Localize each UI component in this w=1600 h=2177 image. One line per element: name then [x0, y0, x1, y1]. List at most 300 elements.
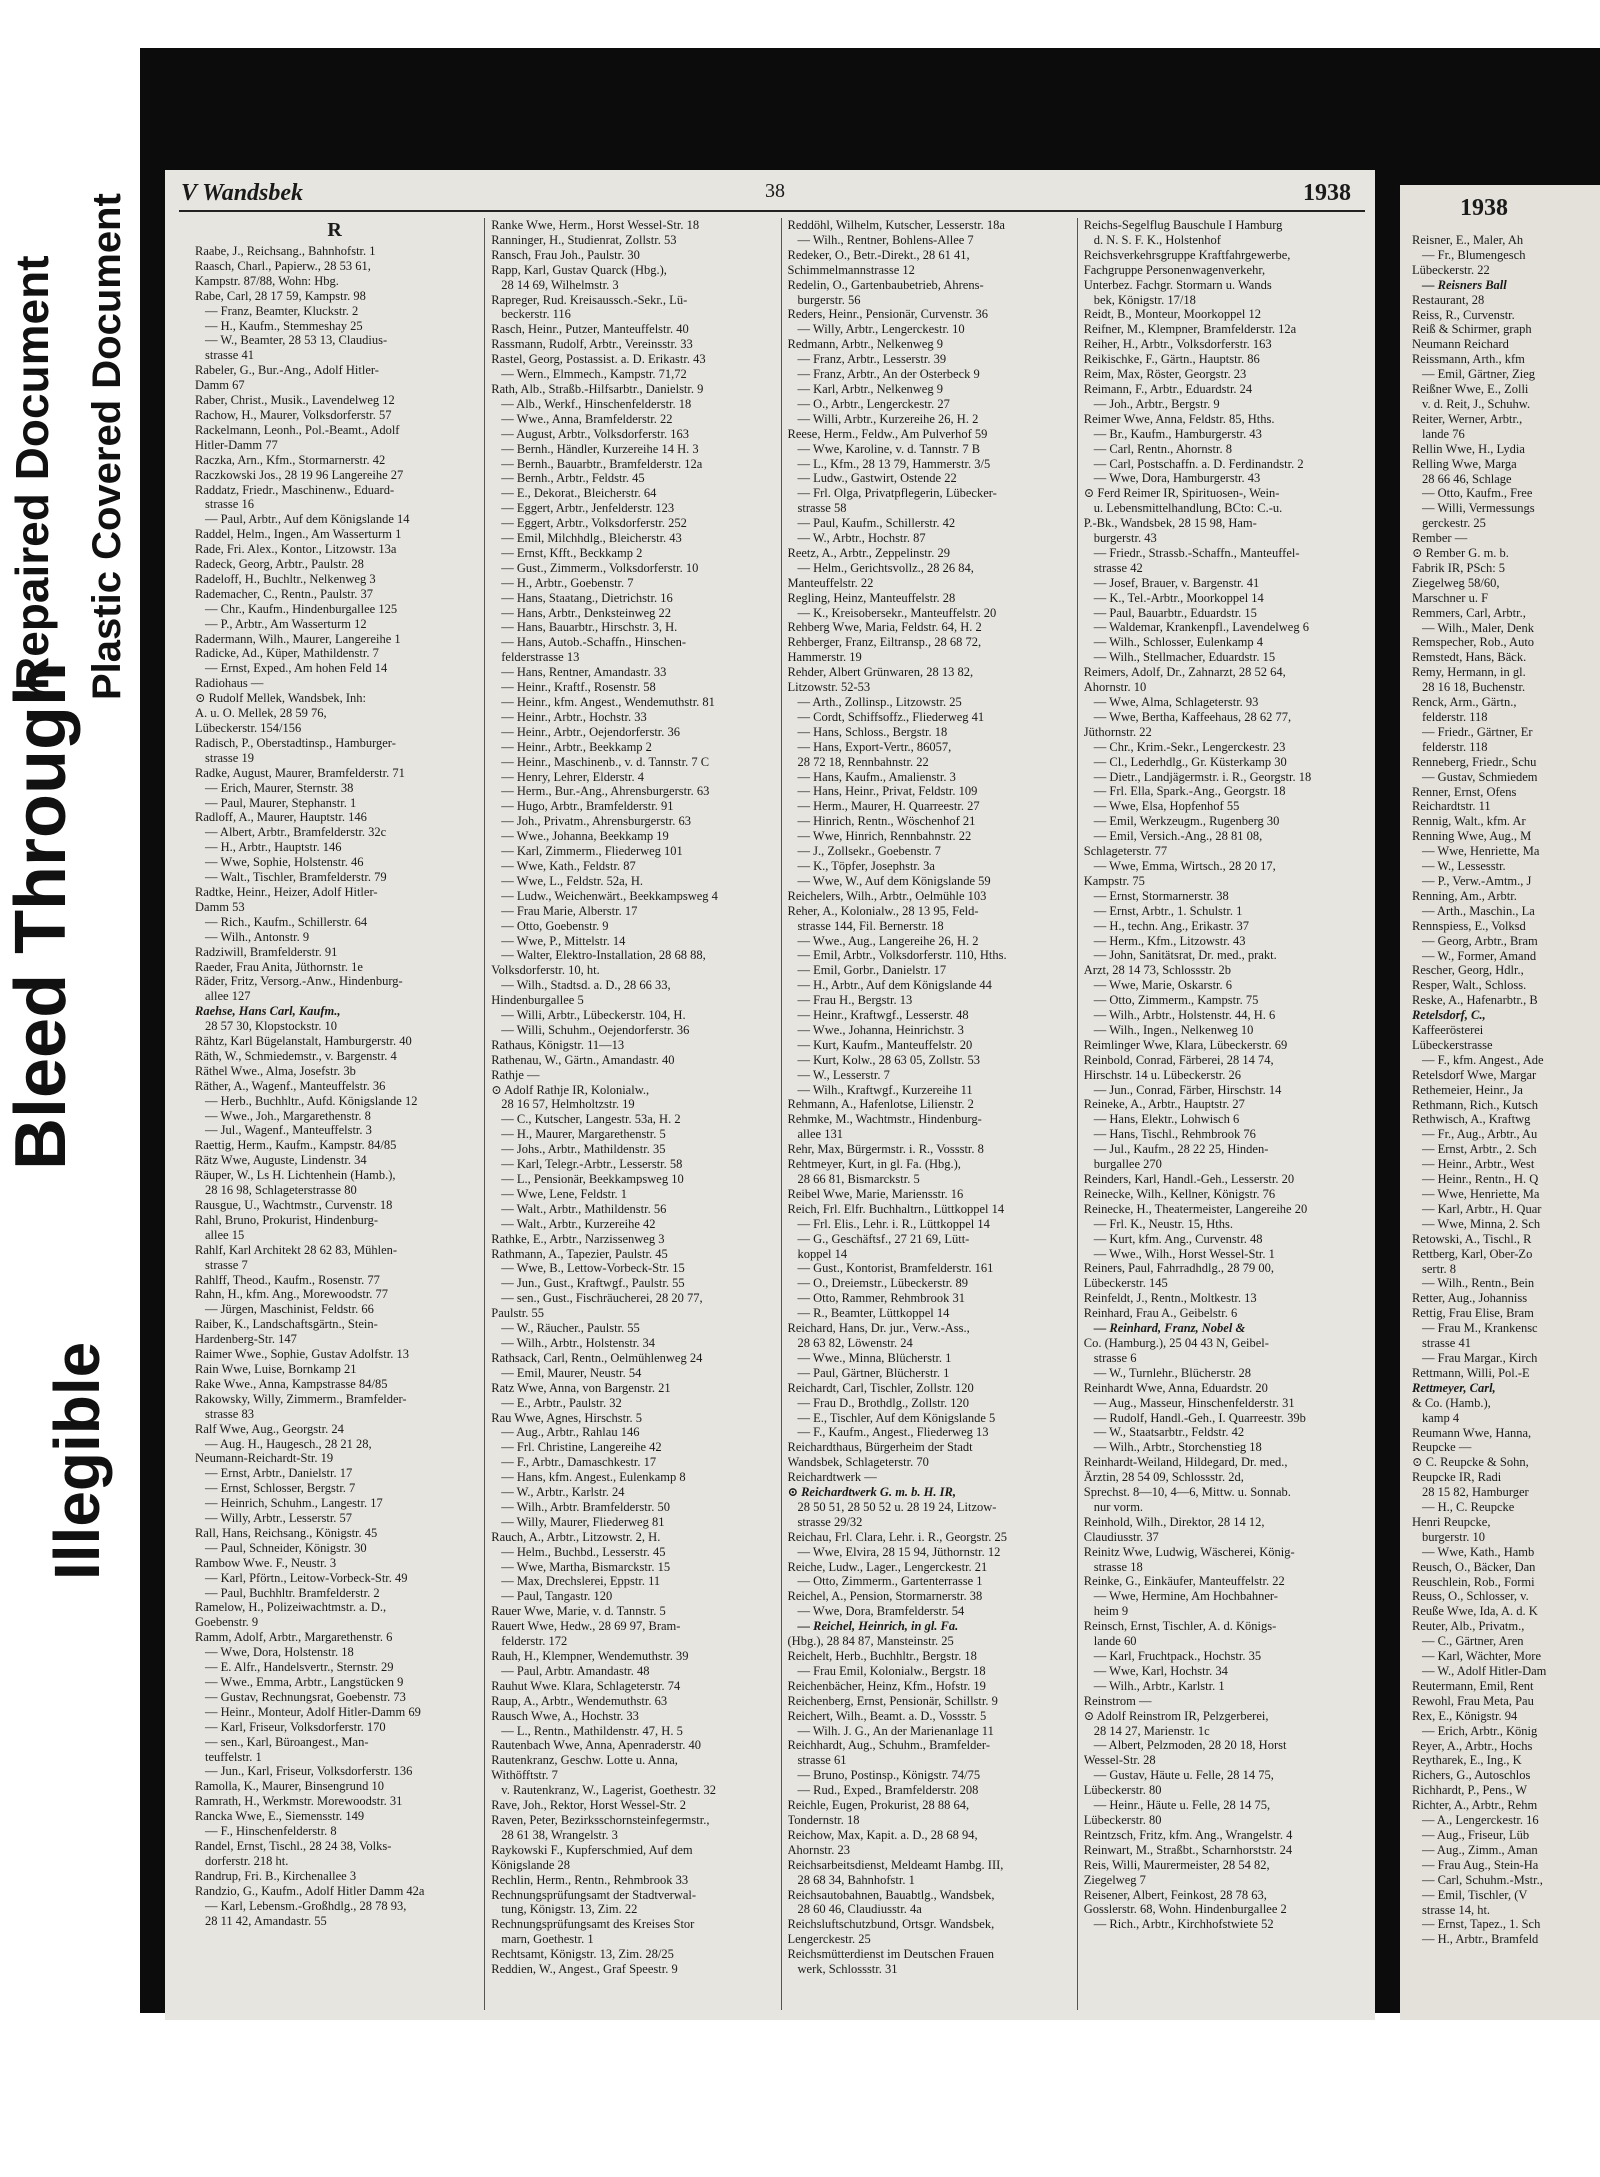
directory-entry: Raven, Peter, Bezirksschornsteinfegermstr.,	[491, 1812, 710, 1827]
directory-entry: — Wwe., Anna, Bramfelderstr. 22	[501, 411, 673, 426]
directory-entry: Rellin Wwe, H., Lydia	[1412, 441, 1525, 456]
directory-entry: Redmann, Arbtr., Nelkenweg 9	[787, 337, 944, 352]
directory-entry: Rall, Hans, Reichsang., Königstr. 45	[195, 1525, 378, 1540]
directory-entry: — Frau Margar., Kirch	[1422, 1350, 1538, 1365]
page-header-left: V Wandsbek	[181, 180, 304, 206]
directory-entry: 28 57 30, Klopstockstr. 10	[205, 1019, 337, 1034]
directory-entry: — Ernst, Schlosser, Bergstr. 7	[205, 1481, 356, 1496]
directory-entry: — P., Verw.-Amtm., J	[1422, 873, 1532, 888]
directory-entry: — Helm., Gerichtsvollz., 28 26 84,	[797, 560, 974, 575]
directory-entry: strasse 19	[205, 750, 254, 765]
section-letter: R	[327, 219, 342, 241]
directory-entry: Rechlin, Herm., Rentn., Rehmbrook 33	[491, 1872, 689, 1887]
directory-entry: burgerstr. 43	[1093, 531, 1157, 546]
directory-entry: Ahornstr. 23	[787, 1842, 850, 1857]
directory-entry: strasse 61	[797, 1753, 847, 1768]
directory-entry: Renning Wwe, Aug., M	[1412, 829, 1532, 844]
directory-entry: — H., Maurer, Margarethenstr. 5	[501, 1127, 666, 1142]
directory-entry: — Willi, Arbtr., Kurzereihe 26, H. 2	[797, 411, 979, 426]
directory-entry: — Eggert, Arbtr., Jenfelderstr. 123	[501, 501, 675, 516]
directory-entry: Reinfeldt, J., Rentn., Moltkestr. 13	[1083, 1291, 1257, 1306]
directory-entry: Reske, A., Hafenarbtr., B	[1412, 993, 1538, 1008]
directory-page-left	[165, 170, 1375, 2020]
directory-entry: Radeloff, H., Buchltr., Nelkenweg 3	[195, 571, 376, 586]
directory-entry: Lübeckerstr. 145	[1083, 1276, 1168, 1291]
directory-entry: sertr. 8	[1422, 1261, 1457, 1276]
directory-entry: Reineke, A., Arbtr., Hauptstr. 27	[1083, 1097, 1245, 1112]
directory-entry: Richers, G., Autoschlos	[1412, 1768, 1531, 1783]
directory-entry: Reher, A., Kolonialw., 28 13 95, Feld-	[787, 903, 979, 918]
directory-entry: — Rich., Arbtr., Kirchhofstwiete 52	[1093, 1917, 1274, 1932]
directory-entry: — Hans, Elektr., Lohwisch 6	[1093, 1112, 1240, 1127]
directory-entry: — Ernst, Kfft., Beckkamp 2	[501, 545, 643, 560]
directory-entry: — Wwe, Henriette, Ma	[1422, 844, 1540, 859]
directory-entry: Rettmeyer, Carl,	[1412, 1380, 1496, 1395]
directory-entry: — Ernst, Arbtr., 2. Sch	[1422, 1142, 1537, 1157]
directory-entry: — Karl, Lebensm.-Großhdlg., 28 78 93,	[205, 1898, 407, 1913]
directory-entry: Lübeckerstrasse	[1412, 1037, 1493, 1052]
directory-entry: Reichenbächer, Heinz, Kfm., Hofstr. 19	[787, 1678, 986, 1693]
directory-entry: strasse 18	[1093, 1559, 1143, 1574]
directory-entry: Marschner u. F	[1412, 590, 1489, 605]
directory-entry: — Willy, Arbtr., Lesserstr. 57	[205, 1511, 353, 1526]
directory-entry: — Jul., Wagenf., Manteuffelstr. 3	[205, 1123, 372, 1138]
directory-entry: — Karl, Arbtr., H. Quar	[1422, 1201, 1542, 1216]
directory-entry: Reichel, A., Pension, Stormarnerstr. 38	[787, 1589, 983, 1604]
directory-entry: — Wwe., Minna, Blücherstr. 1	[797, 1350, 952, 1365]
directory-entry: bek, Königstr. 17/18	[1093, 292, 1196, 307]
directory-entry: 28 50 51, 28 50 52 u. 28 19 24, Litzow-	[797, 1499, 997, 1514]
directory-entry: Kampstr. 87/88, Wohn: Hbg.	[195, 273, 339, 288]
directory-entry: — Wilh., Rentn., Bein	[1422, 1276, 1535, 1291]
directory-entry: Rahl, Bruno, Prokurist, Hindenburg-	[195, 1212, 379, 1227]
directory-entry: Lübeckerstr. 22	[1412, 262, 1490, 277]
directory-entry: — Kurt, Kolw., 28 63 05, Zollstr. 53	[797, 1052, 981, 1067]
directory-entry: — K., Tel.-Arbtr., Moorkoppel 14	[1093, 590, 1264, 605]
directory-entry: — Gustav, Schmiedem	[1422, 769, 1538, 784]
directory-entry: — Emil, Gorbr., Danielstr. 17	[797, 963, 947, 978]
directory-entry: Reimer Wwe, Anna, Feldstr. 85, Hths.	[1083, 411, 1275, 426]
directory-entry: Rettig, Frau Elise, Bram	[1412, 1306, 1534, 1321]
right-page-year: 1938	[1460, 195, 1508, 221]
directory-entry: — Carl, Postschaffn. a. D. Ferdinandstr. 2	[1093, 456, 1304, 471]
directory-entry: Rehberger, Franz, Eiltransp., 28 68 72,	[787, 635, 982, 650]
plastic-covered-label: Plastic Covered Document	[85, 193, 129, 700]
directory-entry: Radeck, Georg, Arbtr., Paulstr. 28	[195, 557, 364, 572]
directory-entry: Ratz Wwe, Anna, von Bargenstr. 21	[491, 1380, 671, 1395]
directory-entry: Königslande 28	[491, 1857, 571, 1872]
directory-entry: Renck, Arm., Gärtn.,	[1412, 695, 1517, 710]
directory-entry: — Wwe, Kath., Hamb	[1422, 1544, 1535, 1559]
directory-entry: Reikischke, F., Gärtn., Hauptstr. 86	[1083, 352, 1260, 367]
directory-entry: — Ernst, Tapez., 1. Sch	[1422, 1917, 1541, 1932]
directory-entry: — Wwe, Karl, Hochstr. 34	[1093, 1663, 1228, 1678]
directory-entry: — Fr., Aug., Arbtr., Au	[1422, 1127, 1538, 1142]
directory-entry: Radiohaus —	[195, 676, 264, 691]
directory-entry: — Jun., Karl, Friseur, Volksdorferstr. 136	[205, 1764, 413, 1779]
directory-entry: Rechnungsprüfungsamt der Stadtverwal-	[491, 1887, 697, 1902]
directory-entry: — Hans, Staatang., Dietrichstr. 16	[501, 590, 673, 605]
directory-entry: — Franz, Beamter, Kluckstr. 2	[205, 303, 359, 318]
directory-entry: Richter, A., Arbtr., Rehm	[1412, 1798, 1538, 1813]
directory-entry: — L., Pensionär, Beekkampsweg 10	[501, 1172, 684, 1186]
directory-entry: — Erich, Maurer, Sternstr. 38	[205, 780, 354, 795]
directory-entry: 28 16 57, Helmholtzstr. 19	[501, 1097, 635, 1112]
directory-entry: — sen., Gust., Fischräucherei, 28 20 77,	[501, 1291, 703, 1306]
directory-entry: Rake Wwe., Anna, Kampstrasse 84/85	[195, 1376, 388, 1391]
directory-entry: — Wwe, Hinrich, Rennbahnstr. 22	[797, 829, 972, 844]
directory-entry: — Carl, Rentn., Ahornstr. 8	[1093, 441, 1232, 456]
directory-entry: Rember —	[1412, 531, 1468, 546]
directory-entry: Reichle, Eugen, Prokurist, 28 88 64,	[787, 1798, 970, 1813]
directory-entry: 28 66 81, Bismarckstr. 5	[797, 1172, 920, 1186]
directory-entry: Rapreger, Rud. Kreisaussch.-Sekr., Lü-	[491, 292, 688, 307]
directory-entry: gerckestr. 25	[1422, 516, 1486, 531]
directory-entry: — Wwe, Dora, Holstenstr. 18	[205, 1645, 354, 1660]
directory-entry: Withöfftstr. 7	[491, 1768, 558, 1783]
right-page-column	[1412, 233, 1600, 1947]
directory-entry: — A., Lengerckestr. 16	[1422, 1813, 1539, 1828]
directory-entry: — Heinr., kfm. Angest., Wendemuthstr. 81	[501, 695, 715, 709]
directory-entry: Radke, August, Maurer, Bramfelderstr. 71	[195, 765, 405, 780]
directory-entry: — Fr., Blumengesch	[1422, 247, 1526, 262]
directory-entry: tung, Königstr. 13, Zim. 22	[501, 1902, 638, 1917]
directory-entry: — Eggert, Arbtr., Volksdorferstr. 252	[501, 516, 687, 531]
directory-entry: Renning, Am., Arbtr.	[1412, 888, 1517, 903]
directory-entry: strasse 29/32	[797, 1514, 863, 1529]
directory-entry: — Ludw., Weichenwärt., Beekkampsweg 4	[501, 888, 718, 903]
directory-entry: Raeder, Frau Anita, Jüthornstr. 1e	[195, 959, 363, 974]
directory-entry: — Walter, Elektro-Installation, 28 68 88,	[501, 948, 706, 963]
directory-entry: — Willy, Maurer, Fliederweg 81	[501, 1514, 665, 1529]
directory-entry: Renneberg, Friedr., Schu	[1412, 754, 1537, 769]
directory-entry: Raehse, Hans Carl, Kaufm.,	[195, 1004, 341, 1019]
directory-entry: strasse 42	[1093, 560, 1143, 575]
directory-entry: — Bernh., Händler, Kurzereihe 14 H. 3	[501, 441, 699, 456]
directory-entry: 28 72 18, Rennbahnstr. 22	[797, 754, 929, 769]
directory-entry: Radicke, Ad., Küper, Mathildenstr. 7	[195, 646, 379, 661]
directory-entry: — Heinr., Arbtr., Oejendorferstr. 36	[501, 724, 681, 739]
directory-entry: — Arth., Zollinsp., Litzowstr. 25	[797, 695, 962, 709]
directory-entry: — Rudolf, Handl.-Geh., I. Quarreestr. 39b	[1093, 1410, 1306, 1425]
directory-entry: Reisener, Albert, Feinkost, 28 78 63,	[1083, 1887, 1267, 1902]
directory-entry: — Wilh., Ingen., Nelkenweg 10	[1093, 1022, 1254, 1037]
directory-entry: — F., Arbtr., Damaschkestr. 17	[501, 1455, 657, 1470]
directory-entry: Radloff, A., Maurer, Hauptstr. 146	[195, 810, 367, 825]
directory-entry: Rastel, Georg, Postassist. a. D. Erikastr. 43	[491, 352, 706, 367]
directory-entry: Rakowsky, Willy, Zimmerm., Bramfelder-	[195, 1391, 407, 1406]
directory-entry: Ramm, Adolf, Arbtr., Margarethenstr. 6	[195, 1630, 393, 1645]
directory-entry: Ärztin, 28 54 09, Schlossstr. 2d,	[1083, 1470, 1244, 1485]
directory-entry: — Wilh., Antonstr. 9	[205, 929, 310, 944]
directory-entry: — Frau D., Brothdlg., Zollstr. 120	[797, 1395, 970, 1410]
directory-entry: — Hans, Tischl., Rehmbrook 76	[1093, 1127, 1256, 1142]
directory-entry: Damm 67	[195, 378, 245, 393]
directory-entry: Reichardtstr. 11	[1412, 799, 1491, 814]
directory-entry: — Reichel, Heinrich, in gl. Fa.	[797, 1619, 959, 1634]
directory-entry: ⊙ Rember G. m. b.	[1412, 546, 1509, 561]
directory-entry: — Wwe, Dora, Bramfelderstr. 54	[797, 1604, 965, 1619]
directory-entry: 28 66 46, Schlage	[1422, 471, 1512, 486]
header-rule	[179, 210, 1365, 212]
directory-entry: strasse 6	[1093, 1350, 1137, 1365]
directory-entry: Ralf Wwe, Aug., Georgstr. 24	[195, 1421, 344, 1436]
directory-entry: — August, Arbtr., Volksdorferstr. 163	[501, 426, 689, 441]
directory-entry: Kaffeerösterei	[1412, 1023, 1484, 1038]
directory-entry: koppel 14	[797, 1246, 848, 1261]
directory-entry: — Franz, Arbtr., Lesserstr. 39	[797, 352, 947, 367]
directory-entry: Ramrath, H., Werkmstr. Morewoodstr. 31	[195, 1794, 403, 1809]
directory-entry: werk, Schlossstr. 31	[797, 1962, 898, 1977]
directory-entry: Rausgue, U., Wachtmstr., Curvenstr. 18	[195, 1198, 393, 1212]
directory-entry: Rackelmann, Leonh., Pol.-Beamt., Adolf	[195, 422, 400, 437]
directory-entry: felderstr. 118	[1422, 739, 1488, 754]
directory-entry: 28 14 69, Wilhelmstr. 3	[501, 277, 619, 292]
illegible-label: Illegible	[41, 1341, 113, 1580]
directory-entry: Rethwisch, A., Kraftwg	[1412, 1112, 1531, 1127]
directory-entry: — W., Staatsarbtr., Feldstr. 42	[1093, 1425, 1245, 1440]
directory-entry: Reiners, Paul, Fahrradhdlg., 28 79 00,	[1083, 1261, 1275, 1276]
directory-entry: Reißner Wwe, E., Zolli	[1412, 382, 1529, 397]
directory-entry: Rahn, H., kfm. Ang., Morewoodstr. 77	[195, 1287, 389, 1302]
directory-entry: — F., kfm. Angest., Ade	[1422, 1052, 1544, 1067]
directory-entry: Raiber, K., Landschaftsgärtn., Stein-	[195, 1317, 378, 1332]
directory-entry: Redelin, O., Gartenbaubetrieb, Ahrens-	[787, 277, 984, 292]
directory-column	[1077, 218, 1363, 2010]
directory-page-right	[1400, 185, 1600, 2020]
directory-entry: Resper, Walt., Schloss.	[1412, 978, 1527, 993]
directory-entry: — Wwe, Sophie, Holstenstr. 46	[205, 855, 364, 870]
directory-entry: — K., Töpfer, Josephstr. 3a	[797, 858, 935, 873]
directory-entry: — Wern., Elmmech., Kampstr. 71,72	[501, 367, 687, 382]
directory-entry: Rath, Alb., Straßb.-Hilfsarbtr., Danielstr. 9	[491, 381, 704, 396]
directory-entry: allee 131	[797, 1127, 843, 1142]
directory-entry: — Arth., Maschin., La	[1422, 903, 1535, 918]
directory-entry: Rathenau, W., Gärtn., Amandastr. 40	[491, 1052, 675, 1067]
directory-entry: Ziegelweg 58/60,	[1412, 575, 1500, 590]
directory-entry: — Alb., Werkf., Hinschenfelderstr. 18	[501, 396, 692, 411]
directory-entry: — E., Tischler, Auf dem Königslande 5	[797, 1410, 996, 1425]
directory-entry: — Max, Drechslerei, Eppstr. 11	[501, 1574, 661, 1589]
directory-entry: — Heinr., Arbtr., Beekkamp 2	[501, 739, 652, 754]
directory-entry: Randzio, G., Kaufm., Adolf Hitler Damm 42a	[195, 1883, 425, 1898]
directory-entry: Retter, Aug., Johanniss	[1412, 1291, 1528, 1306]
directory-entry: Fabrik IR, PSch: 5	[1412, 560, 1506, 575]
directory-entry: Rademacher, C., Rentn., Paulstr. 37	[195, 586, 373, 601]
directory-entry: Rethmann, Rich., Kutsch	[1412, 1097, 1539, 1112]
directory-entry: — Hugo, Arbtr., Bramfelderstr. 91	[501, 799, 674, 814]
directory-entry: — Wilh. J. G., An der Marienanlage 11	[797, 1723, 994, 1738]
directory-entry: — Br., Kaufm., Hamburgerstr. 43	[1093, 426, 1262, 441]
directory-entry: — Emil, Arbtr., Volksdorferstr. 110, Hths.	[797, 948, 1007, 963]
directory-entry: Reifner, M., Klempner, Bramfelderstr. 12a	[1083, 322, 1297, 337]
directory-entry: — Emil, Gärtner, Zieg	[1422, 367, 1536, 382]
directory-entry: — H., Arbtr., Hauptstr. 146	[205, 840, 342, 855]
directory-entry: Reichelers, Wilh., Arbtr., Oelmühle 103	[787, 888, 987, 903]
directory-entry: Hitler-Damm 77	[195, 437, 278, 452]
directory-entry: — Ludw., Gastwirt, Ostende 22	[797, 471, 957, 486]
directory-entry: Reiss, R., Curvenstr.	[1412, 307, 1515, 322]
directory-entry: — Wilh., Maler, Denk	[1422, 620, 1534, 635]
directory-entry: — Chr., Krim.-Sekr., Lengerckestr. 23	[1093, 739, 1286, 754]
directory-entry: — Aug., Friseur, Lüb	[1422, 1827, 1530, 1842]
directory-entry: — Wwe, W., Auf dem Königslande 59	[797, 873, 991, 888]
directory-entry: Reichardthaus, Bürgerheim der Stadt	[787, 1440, 973, 1455]
directory-entry: Neumann Reichard	[1412, 337, 1509, 352]
directory-entry: — H., Arbtr., Goebenstr. 7	[501, 575, 634, 590]
directory-entry: — Wwe, Elvira, 28 15 94, Jüthornstr. 12	[797, 1544, 1001, 1559]
directory-entry: Rapp, Karl, Gustav Quarck (Hbg.),	[491, 262, 667, 277]
directory-entry: Raber, Christ., Musik., Lavendelweg 12	[195, 393, 395, 408]
directory-entry: Raup, A., Arbtr., Wendemuthstr. 63	[491, 1693, 668, 1708]
directory-entry: — F., Kaufm., Angest., Fliederweg 13	[797, 1425, 989, 1440]
directory-entry: Hardenberg-Str. 147	[195, 1332, 297, 1347]
directory-entry: — Hans, Bauarbtr., Hirschstr. 3, H.	[501, 620, 678, 635]
directory-entry: Raddatz, Friedr., Maschinenw., Eduard-	[195, 482, 395, 497]
directory-entry: strasse 14, ht.	[1422, 1902, 1491, 1917]
directory-entry: Reichardt, Carl, Tischler, Zollstr. 120	[787, 1380, 974, 1395]
directory-entry: 28 68 34, Bahnhofstr. 1	[797, 1872, 915, 1887]
directory-entry: — Wwe, Emma, Wirtsch., 28 20 17,	[1093, 858, 1276, 873]
directory-entry: — Karl, Friseur, Volksdorferstr. 170	[205, 1719, 386, 1734]
directory-entry: — Wwe, Bertha, Kaffeehaus, 28 62 77,	[1093, 709, 1292, 724]
directory-entry: Rathke, E., Arbtr., Narzissenweg 3	[491, 1231, 665, 1246]
directory-entry: Ranke Wwe, Herm., Horst Wessel-Str. 18	[491, 218, 700, 232]
directory-entry: Rechtsamt, Königstr. 13, Zim. 28/25	[491, 1947, 674, 1962]
directory-entry: Reichsluftschutzbund, Ortsgr. Wandsbek,	[787, 1917, 995, 1932]
repaired-document-label: Repaired Document	[6, 255, 58, 690]
directory-entry: — Willi, Vermessungs	[1422, 501, 1535, 516]
directory-entry: Räth, W., Schmiedemstr., v. Bargenstr. 4	[195, 1048, 397, 1063]
directory-entry: — Georg, Arbtr., Bram	[1422, 933, 1538, 948]
directory-entry: Reuschlein, Rob., Formi	[1412, 1574, 1535, 1589]
directory-entry: Reinke, G., Einkäufer, Manteuffelstr. 22	[1083, 1574, 1285, 1589]
directory-entry: — Hans, kfm. Angest., Eulenkamp 8	[501, 1470, 686, 1485]
directory-entry: Radtke, Heinr., Heizer, Adolf Hitler-	[195, 884, 378, 899]
directory-entry: Rathsack, Carl, Rentn., Oelmühlenweg 24	[491, 1350, 703, 1365]
directory-entry: — Hinrich, Rentn., Wöschenhof 21	[797, 814, 976, 829]
directory-entry: Räuper, W., Ls H. Lichtenhein (Hamb.),	[195, 1168, 396, 1183]
directory-entry: Raasch, Charl., Papierw., 28 53 61,	[195, 258, 371, 273]
directory-entry: strasse 41	[1422, 1336, 1471, 1351]
directory-entry: — Wilh., Arbtr., Storchenstieg 18	[1093, 1440, 1262, 1455]
directory-entry: Räther, A., Wagenf., Manteuffelstr. 36	[195, 1078, 386, 1093]
directory-entry: — Frl. Elis., Lehr. i. R., Lüttkoppel 14	[797, 1216, 990, 1231]
directory-entry: — Emil, Maurer, Neustr. 54	[501, 1365, 642, 1380]
directory-entry: Reichs-Segelflug Bauschule I Hamburg	[1083, 218, 1283, 232]
directory-entry: — Wwe, Karoline, v. d. Tannstr. 7 B	[797, 441, 981, 456]
directory-entry: Renner, Ernst, Ofens	[1412, 784, 1517, 799]
directory-entry: — Karl, Arbtr., Nelkenweg 9	[797, 381, 943, 396]
directory-entry: — Willy, Arbtr., Lengerckestr. 10	[797, 322, 965, 337]
directory-entry: 28 16 18, Buchenstr.	[1422, 680, 1526, 695]
directory-entry: ⊙ Rudolf Mellek, Wandsbek, Inh:	[195, 691, 367, 706]
directory-entry: — sen., Karl, Büroangest., Man-	[205, 1734, 369, 1749]
directory-entry: Wandsbek, Schlageterstr. 70	[787, 1455, 929, 1470]
directory-entry: — Herm., Kfm., Litzowstr. 43	[1093, 933, 1246, 948]
directory-entry: Regling, Heinz, Manteuffelstr. 28	[787, 590, 956, 605]
directory-entry: — Gustav, Häute u. Felle, 28 14 75,	[1093, 1768, 1274, 1783]
directory-column	[195, 218, 474, 2010]
directory-entry: strasse 83	[205, 1406, 254, 1421]
directory-entry: — Paul, Arbtr. Amandastr. 48	[501, 1663, 650, 1678]
directory-entry: — Wwe, Minna, 2. Sch	[1422, 1216, 1541, 1231]
directory-entry: — Rich., Kaufm., Schillerstr. 64	[205, 914, 368, 929]
directory-entry: felderstr. 118	[1422, 710, 1488, 724]
directory-entry: Reutermann, Emil, Rent	[1412, 1678, 1534, 1693]
directory-entry: Retowski, A., Tischl., R	[1412, 1231, 1532, 1246]
directory-entry: — Emil, Versich.-Ang., 28 81 08,	[1093, 829, 1263, 844]
directory-entry: Reetz, A., Arbtr., Zeppelinstr. 29	[787, 545, 950, 560]
directory-entry: — Gust., Zimmerm., Volksdorferstr. 10	[501, 560, 699, 575]
directory-entry: Ramelow, H., Polizeiwachtmstr. a. D.,	[195, 1600, 387, 1615]
directory-entry: Rausch Wwe, A., Hochstr. 33	[491, 1708, 639, 1723]
directory-entry: Remy, Hermann, in gl.	[1412, 665, 1526, 680]
directory-entry: Goebenstr. 9	[195, 1615, 259, 1630]
directory-entry: — Frau Emil, Kolonialw., Bergstr. 18	[797, 1663, 986, 1678]
directory-entry: — Paul, Tangastr. 120	[501, 1589, 613, 1604]
directory-entry: — Otto, Zimmerm., Gartenterrasse 1	[797, 1574, 983, 1589]
directory-entry: — Paul, Kaufm., Schillerstr. 42	[797, 516, 956, 531]
directory-entry: Rautenbach Wwe, Anna, Apenraderstr. 40	[491, 1738, 702, 1753]
directory-entry: — G., Geschäftsf., 27 21 69, Lütt-	[797, 1231, 970, 1246]
directory-entry: Rave, Joh., Rektor, Horst Wessel-Str. 2	[491, 1798, 687, 1813]
directory-column	[781, 218, 1067, 2010]
directory-entry: — Ernst, Exped., Am hohen Feld 14	[205, 661, 388, 676]
directory-entry: Reichsarbeitsdienst, Meldeamt Hambg. III,	[787, 1857, 1004, 1872]
directory-entry: Rauch, A., Arbtr., Litzowstr. 2, H.	[491, 1529, 661, 1544]
directory-entry: — Wilh., Schlosser, Eulenkamp 4	[1093, 635, 1263, 650]
directory-entry: — Karl, Zimmerm., Fliederweg 101	[501, 844, 683, 859]
directory-entry: Räthel Wwe., Alma, Josefstr. 3b	[195, 1063, 356, 1078]
directory-entry: — Chr., Kaufm., Hindenburgallee 125	[205, 601, 398, 616]
directory-entry: Rancka Wwe, E., Siemensstr. 149	[195, 1809, 365, 1824]
directory-entry: Remspecher, Rob., Auto	[1412, 635, 1535, 650]
directory-entry: — Wwe., Aug., Langereihe 26, H. 2	[797, 933, 979, 948]
directory-entry: — Aug., Arbtr., Rahlau 146	[501, 1425, 640, 1440]
directory-entry: Reichsmütterdienst im Deutschen Frauen	[787, 1947, 995, 1962]
directory-entry: Ramolla, K., Maurer, Binsengrund 10	[195, 1779, 385, 1794]
directory-entry: — Wilh., Arbtr., Karlstr. 1	[1093, 1678, 1225, 1693]
directory-entry: — Bruno, Postinsp., Königstr. 74/75	[797, 1768, 981, 1783]
directory-entry: 28 63 82, Löwenstr. 24	[797, 1335, 913, 1350]
directory-entry: Reuter, Alb., Privatm.,	[1412, 1619, 1525, 1634]
directory-entry: Rambow Wwe. F., Neustr. 3	[195, 1555, 337, 1570]
directory-entry: Raczka, Arn., Kfm., Stormarnerstr. 42	[195, 452, 386, 467]
directory-entry: Reimers, Adolf, Dr., Zahnarzt, 28 52 64,	[1083, 665, 1286, 680]
directory-entry: — Heinr., Arbtr., West	[1422, 1157, 1535, 1172]
directory-entry: — C., Gärtner, Aren	[1422, 1634, 1524, 1649]
directory-entry: Jüthornstr. 22	[1083, 724, 1152, 739]
directory-entry: lande 76	[1422, 426, 1465, 441]
directory-entry: — Wwe, Marie, Oskarstr. 6	[1093, 978, 1233, 993]
directory-entry: — Heinr., Maschinenb., v. d. Tannstr. 7 C	[501, 754, 710, 769]
directory-entry: — O., Dreiemstr., Lübeckerstr. 89	[797, 1276, 968, 1291]
directory-entry: Ransch, Frau Joh., Paulstr. 30	[491, 247, 640, 262]
directory-entry: — Ernst, Arbtr., Danielstr. 17	[205, 1466, 353, 1481]
directory-entry: — Wilh., Arbtr., Holstenstr. 44, H. 6	[1093, 1008, 1276, 1023]
directory-entry: — H., techn. Ang., Erikastr. 37	[1093, 918, 1249, 933]
directory-entry: Räder, Fritz, Versorg.-Anw., Hindenburg-	[195, 974, 403, 989]
directory-entry: Fachgruppe Personenwagenverkehr,	[1083, 262, 1266, 277]
directory-entry: u. Lebensmittelhandlung, BCto: C.-u.	[1093, 501, 1283, 516]
directory-entry: strasse 41	[205, 348, 254, 363]
directory-entry: — Paul, Bauarbtr., Eduardstr. 15	[1093, 605, 1257, 620]
directory-entry: Rex, E., Königstr. 94	[1412, 1708, 1518, 1723]
directory-entry: Reiher, H., Arbtr., Volksdorferstr. 163	[1083, 337, 1272, 352]
directory-entry: Reytharek, E., Ing., K	[1412, 1753, 1522, 1768]
directory-entry: — Frau H., Bergstr. 13	[797, 993, 913, 1008]
